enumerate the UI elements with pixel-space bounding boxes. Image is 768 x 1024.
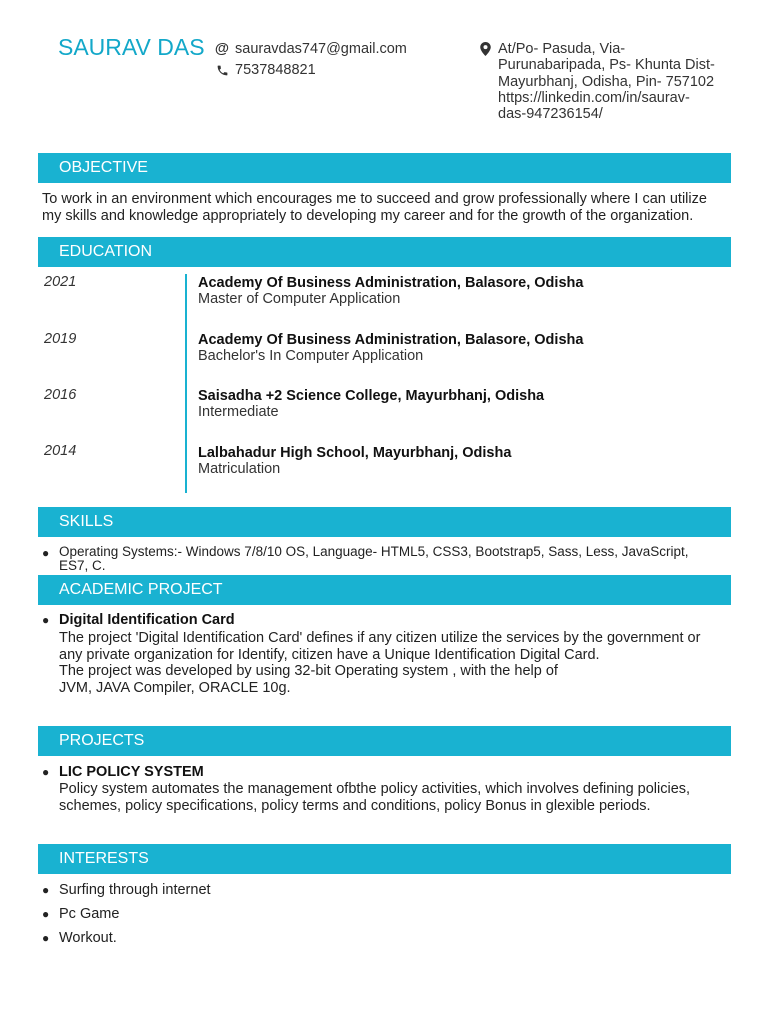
skills-heading: SKILLS [38,507,731,537]
education-institution: Lalbahadur High School, Mayurbhanj, Odisha [198,445,512,461]
address-block [480,41,728,122]
description-line: JVM, JAVA Compiler, ORACLE 10g. [59,680,291,697]
interest-item [42,906,119,922]
email-line [214,41,407,57]
academic-project-heading: ACADEMIC PROJECT [38,575,731,605]
description-line: The project was developed by using 32-bit Operating system , with the help of [59,663,558,680]
education-institution: Academy Of Business Administration, Balasore, Odisha [198,275,584,291]
description-line: Policy system automates the management ofbthe policy activities, which involves defining policies, [59,781,691,797]
phone-line [214,62,316,78]
academic-project-description [59,630,729,697]
candidate-name: SAURAV DAS [58,34,205,60]
education-heading: EDUCATION [38,237,731,267]
education-degree: Intermediate [198,404,279,420]
education-institution: Saisadha +2 Science College, Mayurbhanj, Odisha [198,388,545,404]
education-institution: Academy Of Business Administration, Balasore, Odisha [198,332,584,348]
academic-project-item [42,612,235,628]
skills-text: Operating Systems:- Windows 7/8/10 OS, Language- HTML5, CSS3, Bootstrap5, Sass, Less, JavaScript, ES7, C. [59,544,689,573]
education-degree: Bachelor's In Computer Application [198,348,424,364]
objective-text [42,191,732,224]
address-line: At/Po- Pasuda, Via- [498,41,626,57]
objective-heading: OBJECTIVE [38,153,731,183]
skills-item [42,545,719,573]
project-item [42,764,204,780]
objective-line: To work in an environment which encourages me to succeed and grow professionally where I can utilize [42,191,707,207]
education-degree: Matriculation [198,461,281,477]
projects-heading: PROJECTS [38,726,731,756]
map-pin-icon [480,41,494,122]
education-degree: Master of Computer Application [198,291,401,307]
description-line: any private organization for Identify, citizen have a Unique Identification Digital Card. [59,646,600,663]
linkedin-link[interactable]: das-947236154/ [498,106,603,123]
bullet-icon: ● [42,546,50,560]
at-icon: @ [214,41,230,57]
bullet-icon: ● [42,883,50,897]
interest-text: Pc Game [59,906,120,922]
interest-item [42,930,117,946]
phone-text: 7537848821 [235,62,316,78]
bullet-icon: ● [42,765,50,779]
bullet-icon: ● [42,907,50,921]
bullet-icon: ● [42,613,50,627]
interest-item [42,882,211,898]
address-line: Mayurbhanj, Odisha, Pin- 757102 [498,73,715,90]
education-year: 2014 [44,443,77,459]
phone-icon [214,64,230,77]
address-line: Purunabaripada, Ps- Khunta Dist- [498,57,715,74]
education-year: 2016 [44,387,77,403]
linkedin-link[interactable]: https://linkedin.com/in/saurav- [498,89,690,106]
interests-heading: INTERESTS [38,844,731,874]
email-text: sauravdas747@gmail.com [235,41,407,57]
description-line: The project 'Digital Identification Card' defines if any citizen utilize the services by the government or [59,630,701,646]
bullet-icon: ● [42,931,50,945]
academic-project-title: Digital Identification Card [59,612,235,628]
interest-text: Surfing through internet [59,882,211,898]
project-description [59,781,729,814]
education-year: 2021 [44,274,77,290]
objective-line: my skills and knowledge appropriately to developing my career and for the growth of the organization. [42,207,694,224]
project-title: LIC POLICY SYSTEM [59,764,204,780]
timeline-divider [185,274,187,493]
interest-text: Workout. [59,930,117,946]
description-line: schemes, policy specifications, policy terms and conditions, policy Bonus in glexible periods. [59,797,651,814]
education-year: 2019 [44,331,77,347]
